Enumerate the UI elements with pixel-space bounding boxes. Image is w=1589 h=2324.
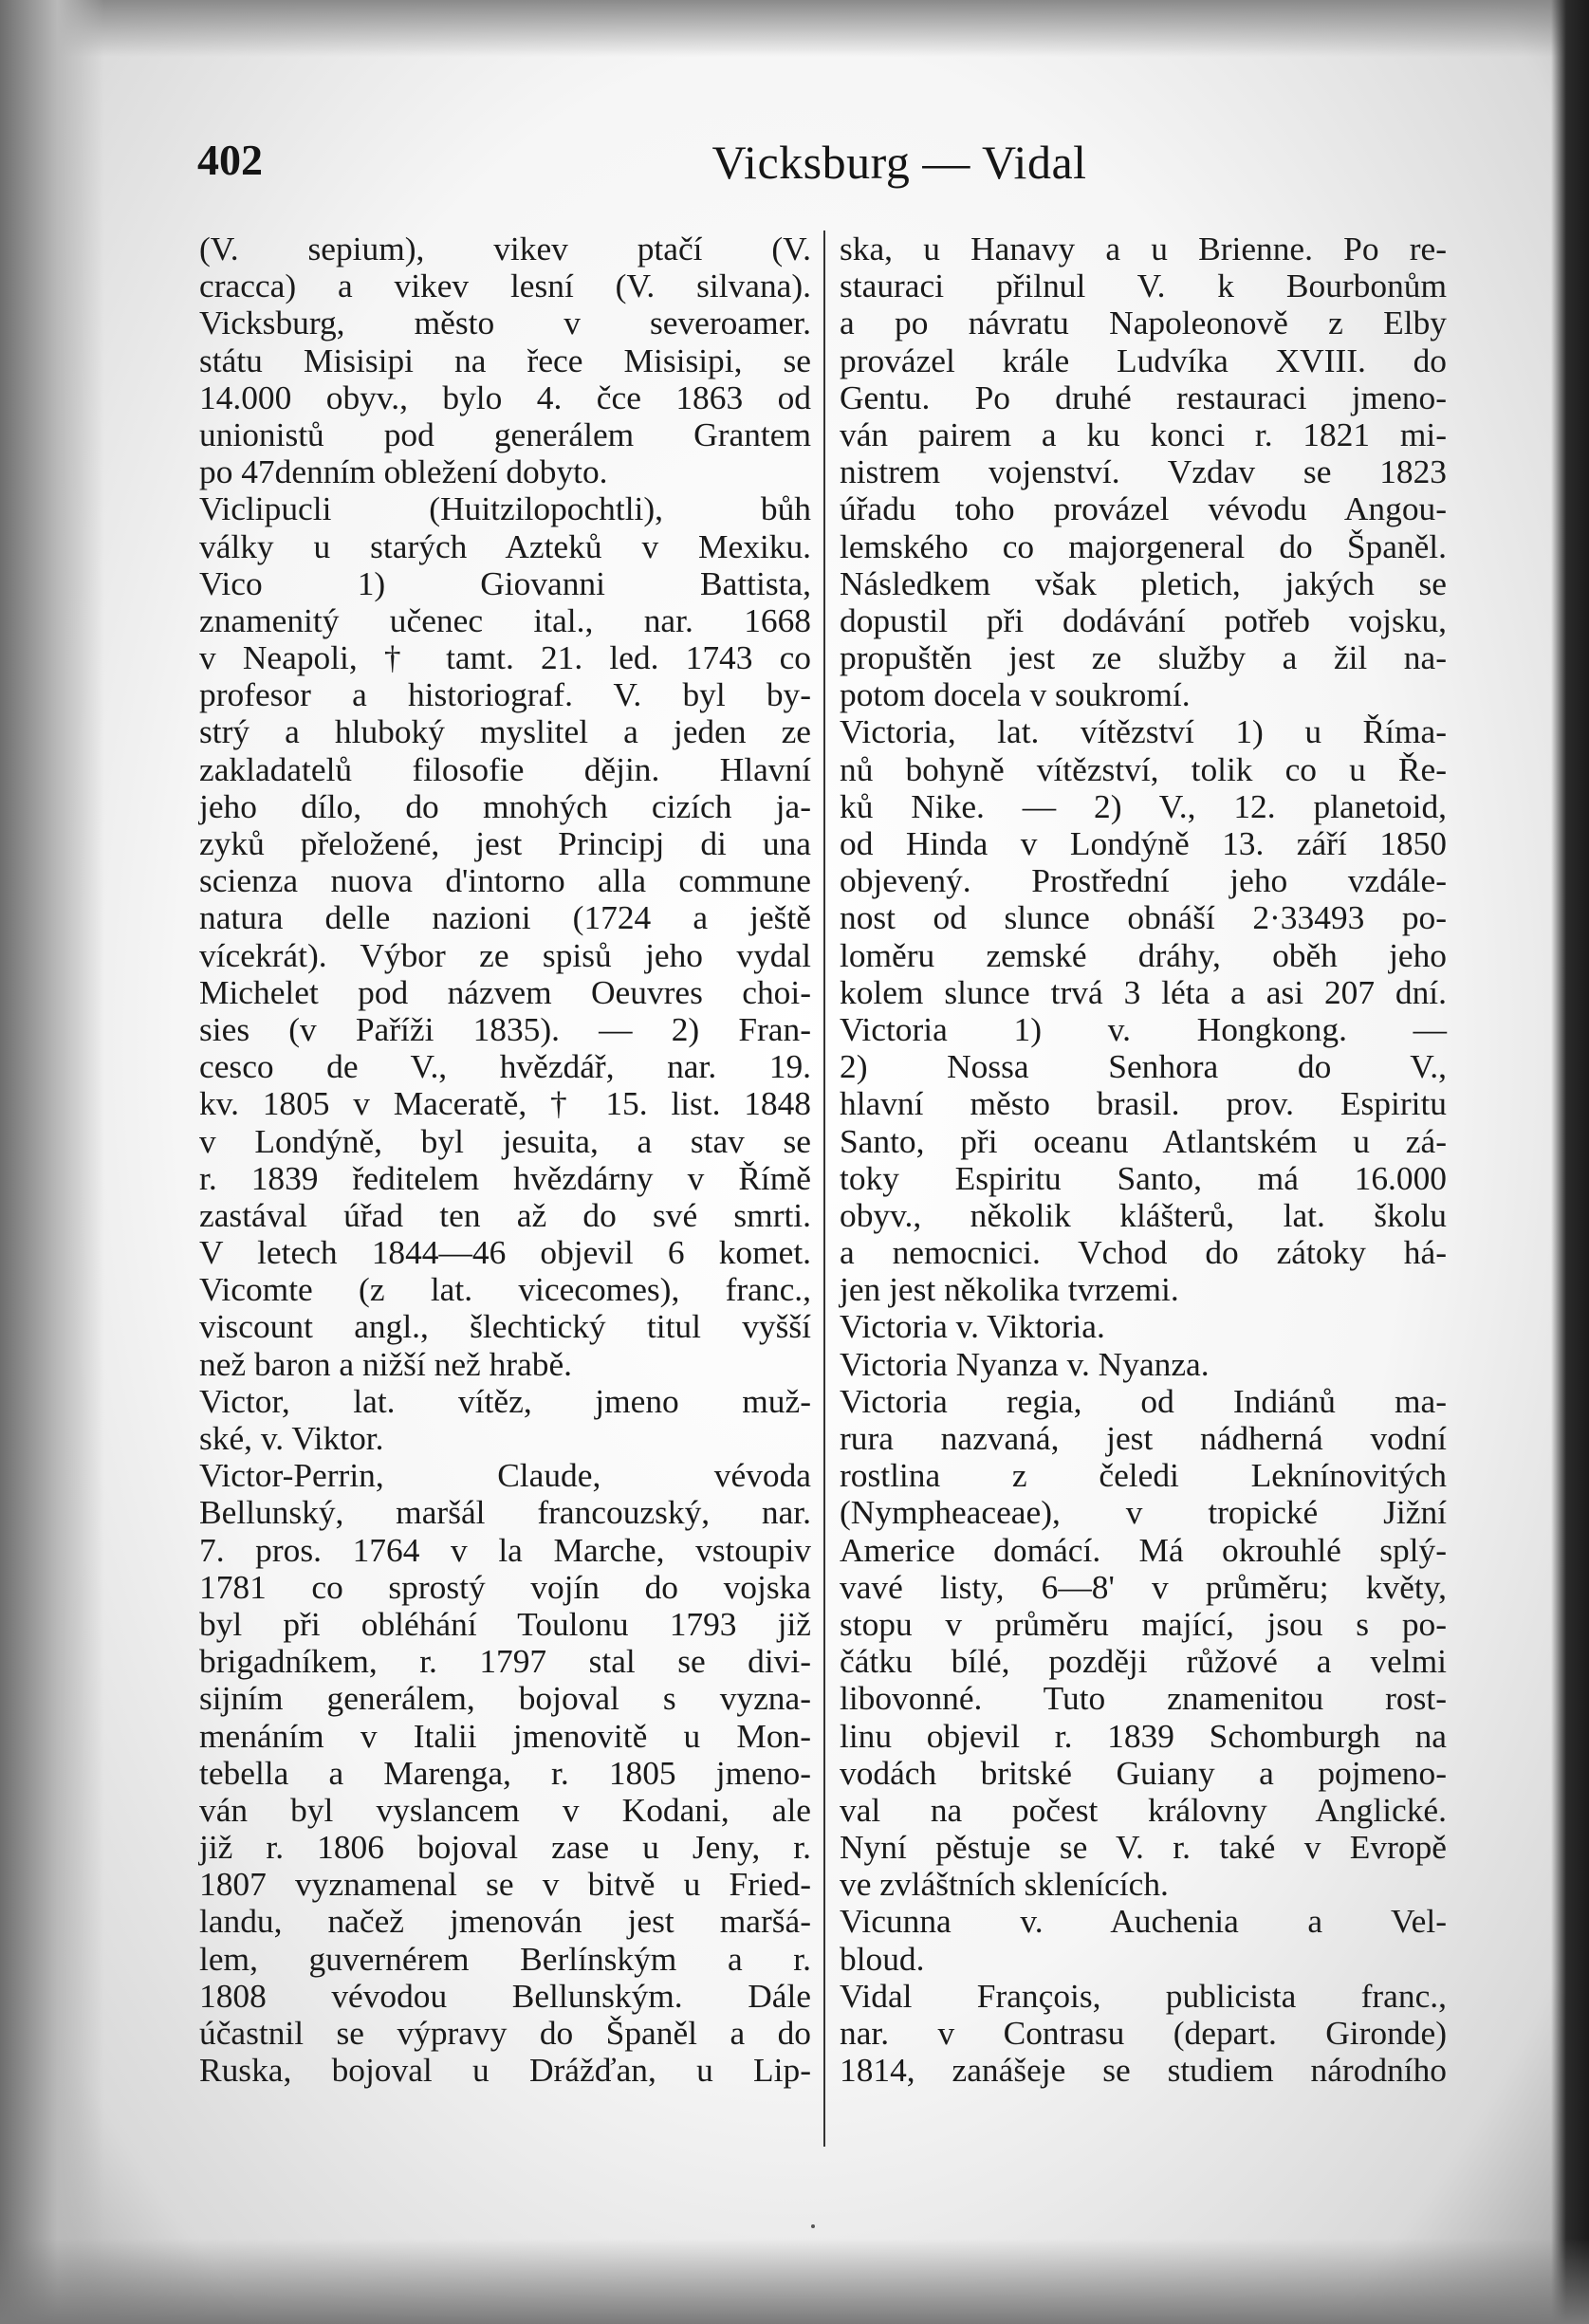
text-line: a nemocnici. Vchod do zátoky há- <box>840 1233 1447 1272</box>
text-line: lem, guvernérem Berlínským a r. <box>199 1939 811 1978</box>
text-line: natura delle nazioni (1724 a ještě <box>199 898 811 937</box>
text-line: viscount angl., šlechtický titul vyšší <box>199 1307 811 1346</box>
text-line: hlavní město brasil. prov. Espiritu <box>840 1084 1447 1123</box>
text-line: zyků přeložené, jest Principj di una <box>199 824 811 862</box>
text-line: rostlina z čeledi Leknínovitých <box>840 1456 1447 1495</box>
text-line: toky Espiritu Santo, má 16.000 <box>840 1158 1447 1197</box>
text-line: propuštěn jest ze služby a žil na- <box>840 638 1447 677</box>
text-line: v Londýně, byl jesuita, a stav se <box>199 1121 811 1160</box>
text-line: profesor a historiograf. V. byl by- <box>199 675 811 714</box>
text-line: Victoria v. Viktoria. <box>840 1307 1105 1346</box>
text-line: Victoria regia, od Indiánů ma- <box>840 1381 1447 1420</box>
text-line: ků Nike. — 2) V., 12. planetoid, <box>840 786 1447 825</box>
page-number: 402 <box>197 136 263 184</box>
text-line: v Neapoli, † tamt. 21. led. 1743 co <box>199 638 811 677</box>
text-line: války u starých Azteků v Mexiku. <box>199 526 811 565</box>
text-line: znamenitý učenec ital., nar. 1668 <box>199 600 811 639</box>
text-line: Vicksburg, město v severoamer. <box>199 304 811 342</box>
text-line: Ruska, bojoval u Drážďan, u Lip- <box>199 2051 811 2090</box>
text-line: 2) Nossa Senhora do V., <box>840 1047 1447 1086</box>
scan-shadow-bottom <box>0 2239 1589 2324</box>
right-column <box>840 231 1447 2089</box>
text-line: Vicunna v. Auchenia a Vel- <box>840 1902 1447 1941</box>
text-line: Americe domácí. Má okrouhlé splý- <box>840 1530 1447 1569</box>
text-line: po 47denním obležení dobyto. <box>199 452 608 491</box>
text-line: nistrem vojenství. Vzdav se 1823 <box>840 452 1447 491</box>
text-line: Victoria Nyanza v. Nyanza. <box>840 1344 1210 1383</box>
text-line: unionistů pod generálem Grantem <box>199 415 811 453</box>
text-line: cesco de V., hvězdář, nar. 19. <box>199 1047 811 1086</box>
text-line: libovonné. Tuto znamenitou rost- <box>840 1679 1447 1718</box>
column-divider <box>823 231 825 2147</box>
text-line: již r. 1806 bojoval zase u Jeny, r. <box>199 1828 811 1867</box>
text-line: čátku bílé, později růžové a velmi <box>840 1642 1447 1681</box>
text-line: státu Misisipi na řece Misisipi, se <box>199 341 811 379</box>
running-head: Vicksburg — Vidal <box>711 136 1087 189</box>
scan-shadow-top <box>0 0 1589 57</box>
text-line: lemského co majorgeneral do Španěl. <box>840 526 1447 565</box>
text-line: Victor, lat. vítěz, jmeno muž- <box>199 1381 811 1420</box>
text-line: scienza nuova d'intorno alla commune <box>199 861 811 900</box>
text-line: V letech 1844—46 objevil 6 komet. <box>199 1233 811 1272</box>
text-line: kolem slunce trvá 3 léta a asi 207 dní. <box>840 972 1447 1011</box>
text-line: tebella a Marenga, r. 1805 jmeno- <box>199 1753 811 1792</box>
text-line: Santo, při oceanu Atlantském u zá- <box>840 1121 1447 1160</box>
text-line: Následkem však pletich, jakých se <box>840 563 1447 602</box>
text-line: nů bohyně vítězství, tolik co u Ře- <box>840 749 1447 788</box>
text-line: landu, načež jmenován jest maršá- <box>199 1902 811 1941</box>
text-line: vavé listy, 6—8' v průměru; květy, <box>840 1567 1447 1606</box>
text-line: 1807 vyznamenal se v bitvě u Fried- <box>199 1865 811 1904</box>
text-line: 14.000 obyv., bylo 4. čce 1863 od <box>199 378 811 416</box>
text-line: vícekrát). Výbor ze spisů jeho vydal <box>199 935 811 974</box>
speck <box>811 2224 815 2228</box>
text-line: Victor-Perrin, Claude, vévoda <box>199 1456 811 1495</box>
text-line: dopustil při dodávání potřeb vojsku, <box>840 600 1447 639</box>
left-column <box>199 231 811 2089</box>
text-line: loměru zemské dráhy, oběh jeho <box>840 935 1447 974</box>
text-line: vodách britské Guiany a pojmeno- <box>840 1753 1447 1792</box>
text-line: Victoria 1) v. Hongkong. — <box>840 1009 1447 1048</box>
text-line: 1808 vévodou Bellunským. Dále <box>199 1976 811 2015</box>
text-line: sies (v Paříži 1835). — 2) Fran- <box>199 1009 811 1048</box>
text-line: brigadníkem, r. 1797 stal se divi- <box>199 1642 811 1681</box>
text-line: Michelet pod názvem Oeuvres choi- <box>199 972 811 1011</box>
text-line: nost od slunce obnáší 2·33493 po- <box>840 898 1447 937</box>
text-line: bloud. <box>840 1939 925 1978</box>
text-line: kv. 1805 v Maceratě, † 15. list. 1848 <box>199 1084 811 1123</box>
text-line: objevený. Prostřední jeho vzdále- <box>840 861 1447 900</box>
text-line: sijním generálem, bojoval s vyzna- <box>199 1679 811 1718</box>
text-line: ván byl vyslancem v Kodani, ale <box>199 1790 811 1829</box>
text-line: od Hinda v Londýně 13. září 1850 <box>840 824 1447 862</box>
text-line: Gentu. Po druhé restauraci jmeno- <box>840 378 1447 416</box>
text-line: stauraci přilnul V. k Bourbonům <box>840 267 1447 305</box>
text-line: potom docela v soukromí. <box>840 675 1191 714</box>
text-line: 7. pros. 1764 v la Marche, vstoupiv <box>199 1530 811 1569</box>
text-line: Vico 1) Giovanni Battista, <box>199 563 811 602</box>
text-line: (Nympheaceae), v tropické Jižní <box>840 1493 1447 1532</box>
text-line: cracca) a vikev lesní (V. silvana). <box>199 267 811 305</box>
text-line: ve zvláštních sklenících. <box>840 1865 1169 1904</box>
text-line: Viclipucli (Huitzilopochtli), bůh <box>199 489 811 528</box>
text-line: Vidal François, publicista franc., <box>840 1976 1447 2015</box>
text-line: stopu v průměru mající, jsou s po- <box>840 1604 1447 1643</box>
text-line: linu objevil r. 1839 Schomburgh na <box>840 1716 1447 1755</box>
text-line: Nyní pěstuje se V. r. také v Evropě <box>840 1828 1447 1867</box>
text-line: ska, u Hanavy a u Brienne. Po re- <box>840 230 1447 267</box>
text-line: úřadu toho provázel vévodu Angou- <box>840 489 1447 528</box>
text-line: jeho dílo, do mnohých cizích ja- <box>199 786 811 825</box>
text-line: nar. v Contrasu (depart. Gironde) <box>840 2014 1447 2052</box>
text-line: (V. sepium), vikev ptačí (V. <box>199 230 811 267</box>
text-line: menáním v Italii jmenovitě u Mon- <box>199 1716 811 1755</box>
page-header <box>197 135 1450 201</box>
text-line: rura nazvaná, jest nádherná vodní <box>840 1419 1447 1457</box>
text-line: provázel krále Ludvíka XVIII. do <box>840 341 1447 379</box>
text-line: ské, v. Viktor. <box>199 1419 384 1457</box>
text-line: 1814, zanášeje se studiem národního <box>840 2051 1447 2090</box>
text-line: zakladatelů filosofie dějin. Hlavní <box>199 749 811 788</box>
scan-shadow-left <box>0 0 104 2324</box>
text-line: účastnil se výpravy do Španěl a do <box>199 2014 811 2052</box>
text-line: val na počest královny Anglické. <box>840 1790 1447 1829</box>
text-line: obyv., několik klášterů, lat. školu <box>840 1195 1447 1234</box>
text-line: Bellunský, maršál francouzský, nar. <box>199 1493 811 1532</box>
text-line: Victoria, lat. vítězství 1) u Říma- <box>840 712 1447 751</box>
text-line: 1781 co sprostý vojín do vojska <box>199 1567 811 1606</box>
text-line: než baron a nižší než hrabě. <box>199 1344 573 1383</box>
text-line: a po návratu Napoleonově z Elby <box>840 304 1447 342</box>
text-line: jen jest několika tvrzemi. <box>840 1270 1179 1309</box>
scan-binding-edge <box>1551 0 1589 2324</box>
text-line: byl při obléhání Toulonu 1793 již <box>199 1604 811 1643</box>
text-line: ván pairem a ku konci r. 1821 mi- <box>840 415 1447 453</box>
text-line: zastával úřad ten až do své smrti. <box>199 1195 811 1234</box>
text-line: r. 1839 ředitelem hvězdárny v Římě <box>199 1158 811 1197</box>
text-line: Vicomte (z lat. vicecomes), franc., <box>199 1270 811 1309</box>
text-line: strý a hluboký myslitel a jeden ze <box>199 712 811 751</box>
